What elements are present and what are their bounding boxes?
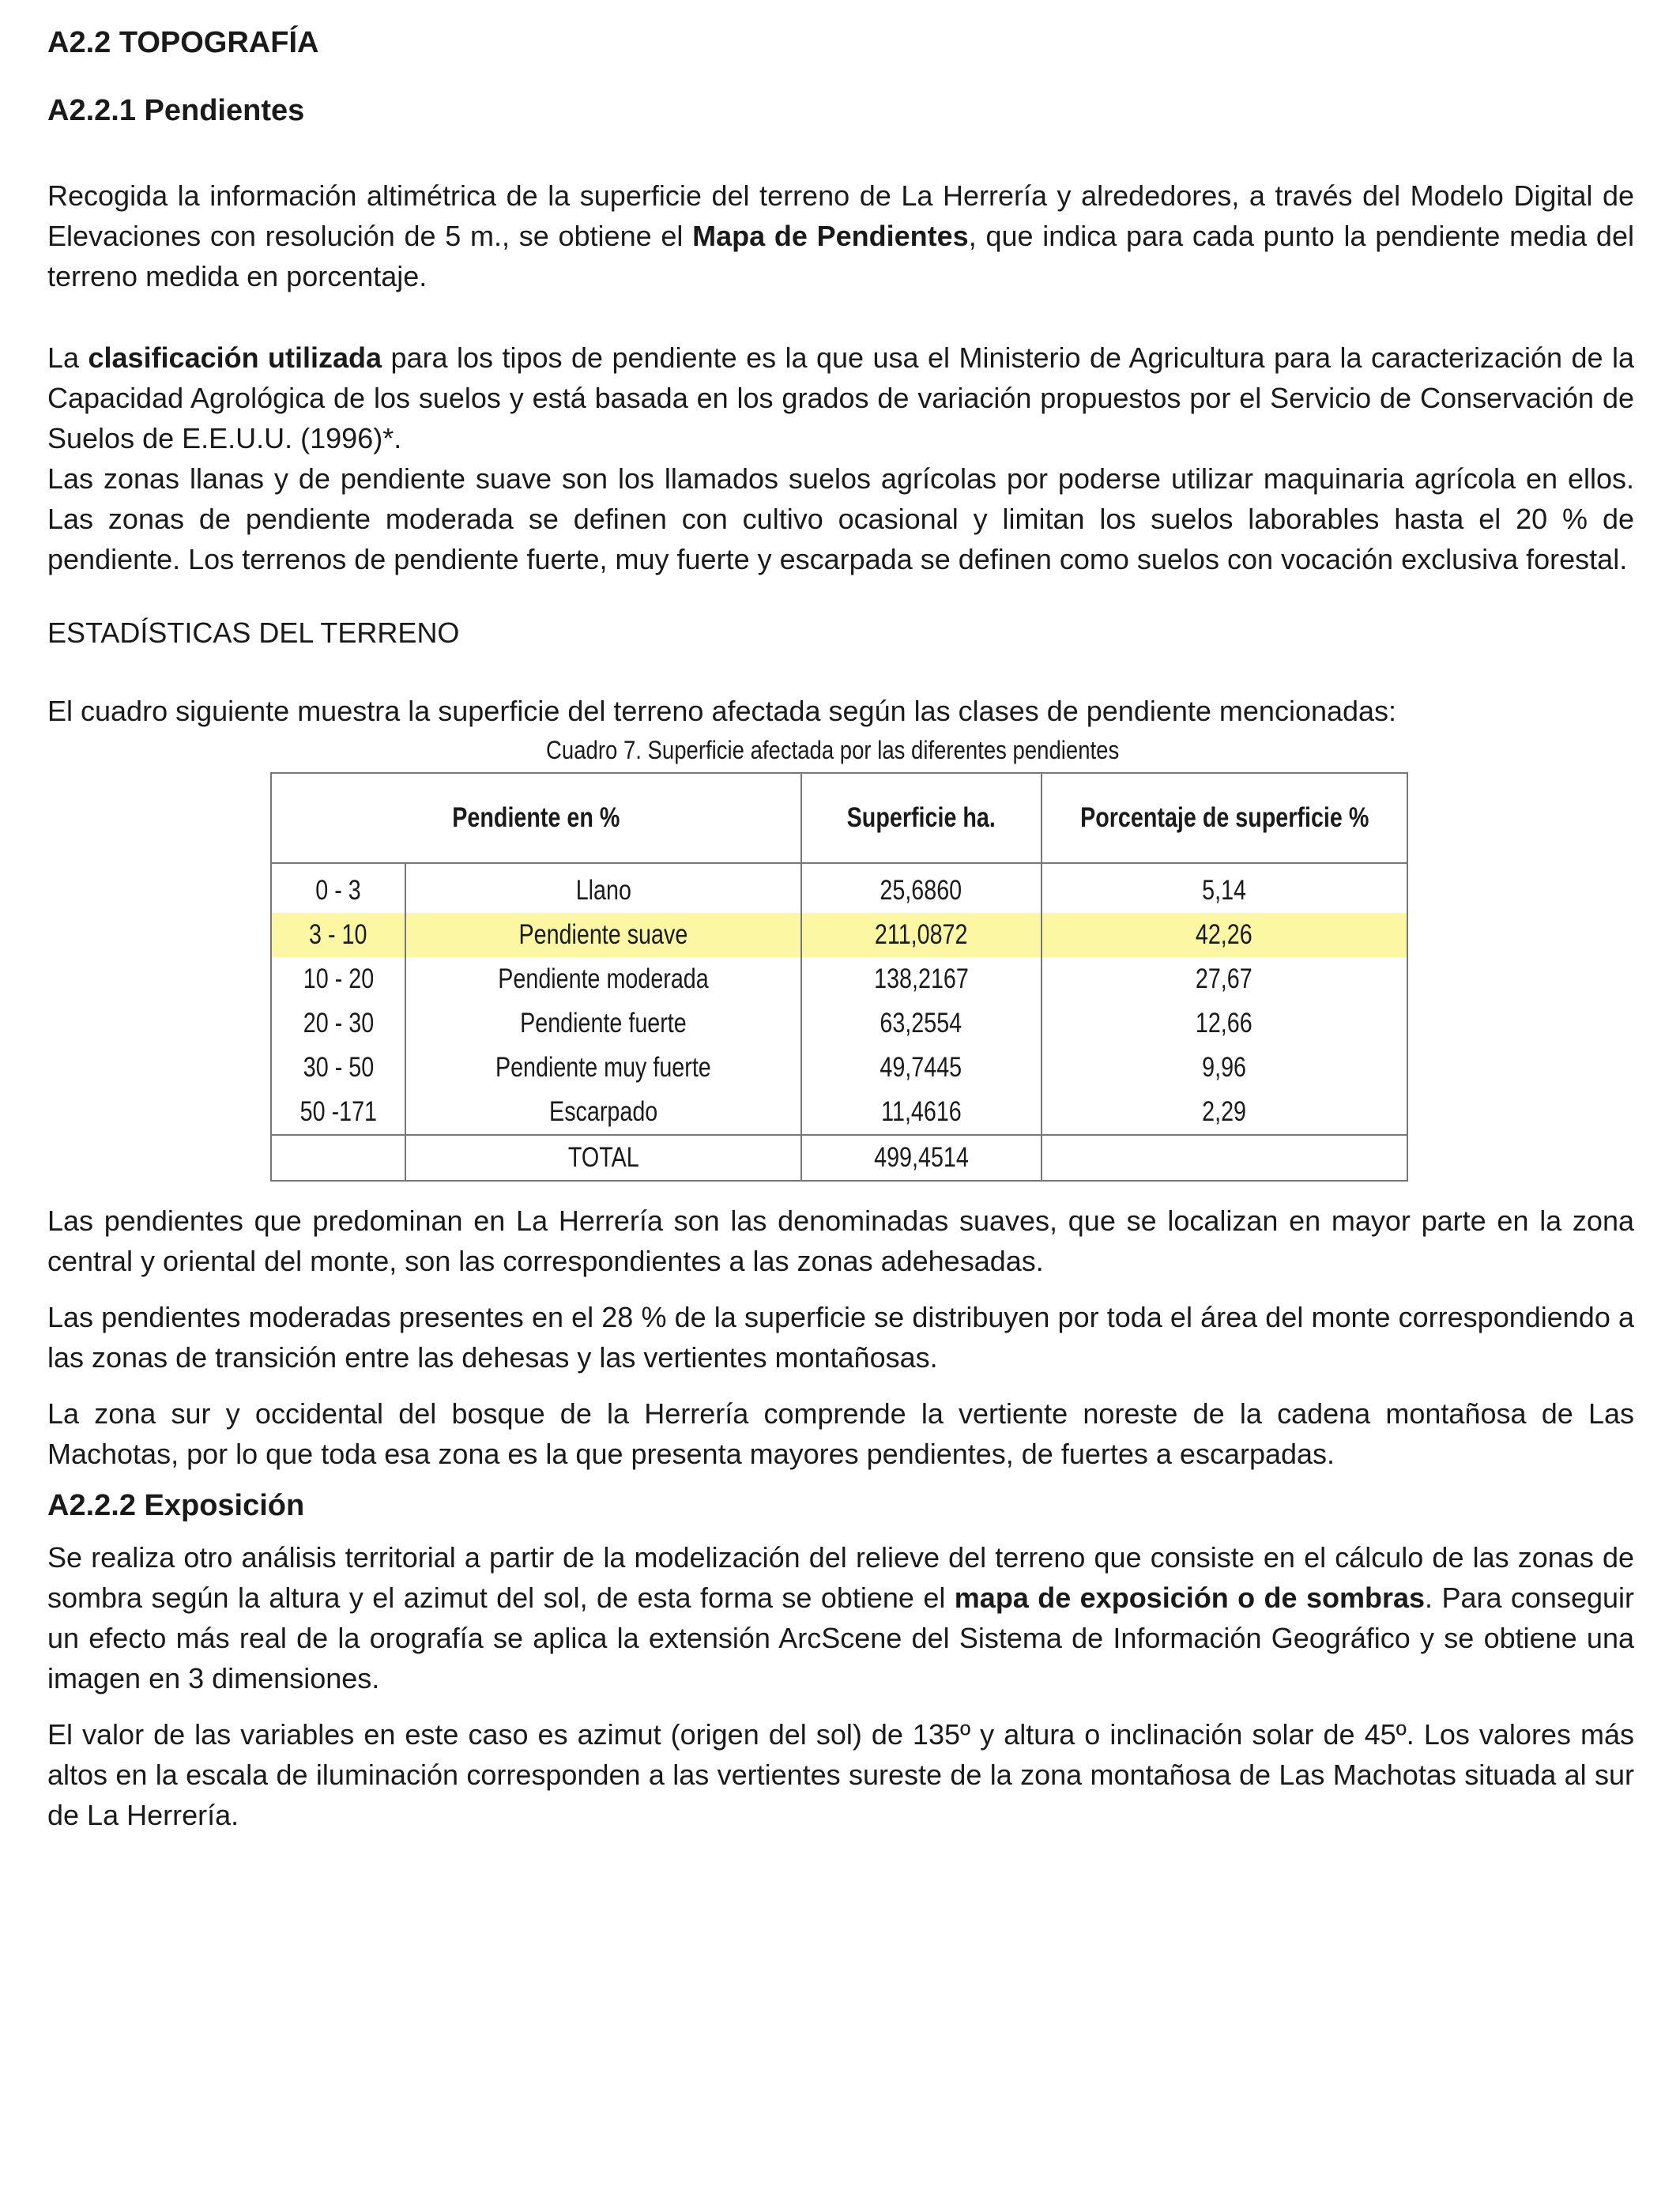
cell-superficie: 25,6860 xyxy=(801,863,1042,913)
table-caption: Cuadro 7. Superficie afectada por las diferentes pendientes xyxy=(546,736,1120,764)
table-row-highlighted xyxy=(271,913,1407,957)
cell-superficie: 49,7445 xyxy=(801,1046,1042,1090)
cell-clase: Pendiente suave xyxy=(405,913,801,957)
cell-empty xyxy=(1042,1135,1407,1181)
cell-porcentaje: 2,29 xyxy=(1042,1090,1407,1135)
cell-clase: Pendiente fuerte xyxy=(405,1001,801,1046)
cell-rango: 30 - 50 xyxy=(271,1046,405,1090)
table-row xyxy=(271,1001,1407,1046)
cell-porcentaje: 12,66 xyxy=(1042,1001,1407,1046)
cell-rango: 0 - 3 xyxy=(271,863,405,913)
document-page xyxy=(47,17,1634,1835)
table-row xyxy=(271,1090,1407,1135)
cell-clase: Pendiente muy fuerte xyxy=(405,1046,801,1090)
header-pendiente: Pendiente en % xyxy=(271,773,801,863)
cell-porcentaje: 42,26 xyxy=(1042,913,1407,957)
bold-mapa-exposicion: mapa de exposición o de sombras xyxy=(954,1581,1426,1614)
header-porcentaje: Porcentaje de superficie % xyxy=(1042,773,1407,863)
cell-rango: 50 -171 xyxy=(271,1090,405,1135)
cell-clase: Llano xyxy=(405,863,801,913)
paragraph-pendientes-moderadas: Las pendientes moderadas presentes en el 28 % de la superficie se distribuyen por toda el área del monte correspondiendo a las zonas de transición entre las dehesas y las vertientes montañosas. xyxy=(47,1301,1634,1374)
cell-rango: 10 - 20 xyxy=(271,957,405,1001)
cell-empty xyxy=(271,1135,405,1181)
subsection-heading-exposicion: A2.2.2 Exposición xyxy=(47,1489,305,1522)
table-row xyxy=(271,1046,1407,1090)
cell-clase: Pendiente moderada xyxy=(405,957,801,1001)
header-superficie: Superficie ha. xyxy=(801,773,1042,863)
table-row xyxy=(271,863,1407,913)
cell-total-superficie: 499,4514 xyxy=(801,1135,1042,1181)
slope-table xyxy=(270,772,1408,1182)
cell-superficie: 63,2554 xyxy=(801,1001,1042,1046)
subsection-heading-pendientes: A2.2.1 Pendientes xyxy=(47,94,305,127)
paragraph-modelo-elevaciones: Recogida la información altimétrica de la superficie del terreno de La Herrería y alrededores, a través del Modelo Digital de Elevaciones con resolución de 5 m., se obtiene el Mapa de Pendientes, que indica para cada punto la pendiente media del terreno medida en porcentaje. xyxy=(47,179,1634,292)
bold-clasificacion-utilizada: clasificación utilizada xyxy=(88,341,382,374)
paragraph-clasificacion: La clasificación utilizada para los tipos de pendiente es la que usa el Ministerio de Agricultura para la caracterización de la Capacidad Agrológica de los suelos y está basada en los grados de variación propuestos por el Servicio de Conservación de Suelos de E.E.U.U. (1996)*. xyxy=(47,341,1635,454)
cell-total-label: TOTAL xyxy=(405,1135,801,1181)
cell-porcentaje: 9,96 xyxy=(1042,1046,1407,1090)
paragraph-zonas-llanas: Las zonas llanas y de pendiente suave son los llamados suelos agrícolas por poderse utilizar maquinaria agrícola en ellos. Las zonas de pendiente moderada se definen con cultivo ocasional y limitan los suelos laborables hasta el 20 % de pendiente. Los terrenos de pendiente fuerte, muy fuerte y escarpada se definen como suelos con vocación exclusiva forestal. xyxy=(47,462,1634,575)
cell-superficie: 138,2167 xyxy=(801,957,1042,1001)
table-row-total xyxy=(271,1135,1407,1181)
bold-mapa-pendientes: Mapa de Pendientes xyxy=(692,220,969,252)
paragraph-table-intro: El cuadro siguiente muestra la superficie del terreno afectada según las clases de pendiente mencionadas: xyxy=(47,695,1397,727)
cell-porcentaje: 5,14 xyxy=(1042,863,1407,913)
cell-clase: Escarpado xyxy=(405,1090,801,1135)
cell-superficie: 211,0872 xyxy=(801,913,1042,957)
cell-porcentaje: 27,67 xyxy=(1042,957,1407,1001)
stats-heading: ESTADÍSTICAS DEL TERRENO xyxy=(47,616,460,649)
cell-rango: 20 - 30 xyxy=(271,1001,405,1046)
paragraph-zona-sur: La zona sur y occidental del bosque de la Herrería comprende la vertiente noreste de la cadena montañosa de Las Machotas, por lo que toda esa zona es la que presenta mayores pendientes, de fuertes a escarpadas. xyxy=(47,1397,1634,1470)
paragraph-pendientes-suaves: Las pendientes que predominan en La Herrería son las denominadas suaves, que se localizan en mayor parte en la zona central y oriental del monte, son las correspondientes a las zonas adehesadas. xyxy=(47,1204,1634,1277)
table-row xyxy=(271,957,1407,1001)
cell-rango: 3 - 10 xyxy=(271,913,405,957)
paragraph-analisis-territorial: Se realiza otro análisis territorial a partir de la modelización del relieve del terreno que consiste en el cálculo de las zonas de sombra según la altura y el azimut del sol, de esta forma se obtiene el mapa de exposición o de sombras. Para conseguir un efecto más real de la orografía se aplica la extensión ArcScene del Sistema de Información Geográfico y se obtiene una imagen en 3 dimensiones. xyxy=(47,1541,1634,1695)
section-heading: A2.2 TOPOGRAFÍA xyxy=(47,26,319,59)
cell-superficie: 11,4616 xyxy=(801,1090,1042,1135)
paragraph-azimut: El valor de las variables en este caso es azimut (origen del sol) de 135º y altura o inclinación solar de 45º. Los valores más altos en la escala de iluminación corresponden a las vertientes sureste de la zona montañosa de Las Machotas situada al sur de La Herrería. xyxy=(47,1718,1634,1831)
